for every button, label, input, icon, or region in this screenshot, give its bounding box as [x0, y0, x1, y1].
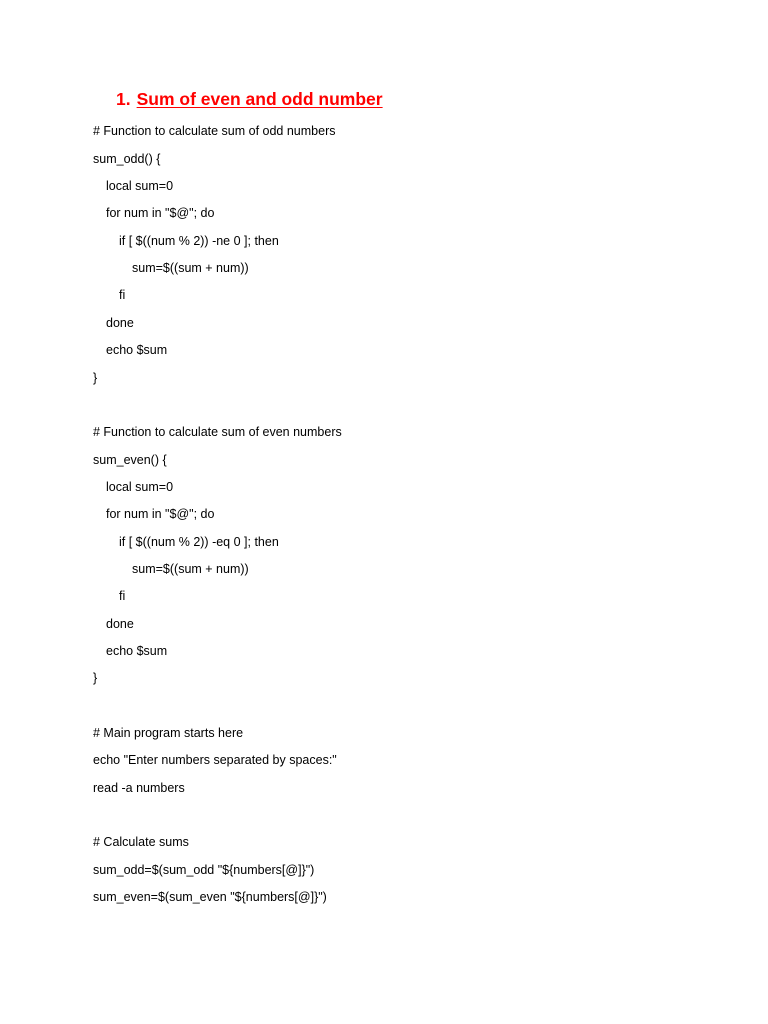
code-line: sum_odd=$(sum_odd "${numbers[@]}")	[93, 863, 315, 877]
code-line: }	[93, 671, 98, 685]
code-comment-odd: # Function to calculate sum of odd numbers	[93, 124, 336, 138]
code-line: }	[93, 371, 98, 385]
code-line: echo "Enter numbers separated by spaces:"	[93, 753, 337, 767]
code-line: local sum=0	[106, 480, 174, 494]
heading-number: 1.	[116, 89, 131, 109]
code-line: echo $sum	[106, 343, 168, 357]
code-line: if [ $((num % 2)) -ne 0 ]; then	[119, 234, 279, 248]
code-line: sum_even() {	[93, 453, 167, 467]
section-heading	[116, 87, 383, 111]
code-line: fi	[119, 589, 126, 603]
code-line: done	[106, 617, 134, 631]
code-line: for num in "$@"; do	[106, 206, 215, 220]
code-line: sum=$((sum + num))	[132, 562, 249, 576]
code-line: if [ $((num % 2)) -eq 0 ]; then	[119, 535, 279, 549]
code-line: echo $sum	[106, 644, 168, 658]
code-line: sum=$((sum + num))	[132, 261, 249, 275]
code-comment-calc: # Calculate sums	[93, 835, 189, 849]
code-line: local sum=0	[106, 179, 174, 193]
code-line: read -a numbers	[93, 781, 185, 795]
code-line: fi	[119, 288, 126, 302]
code-line: sum_odd() {	[93, 152, 161, 166]
code-line: done	[106, 316, 134, 330]
code-line: sum_even=$(sum_even "${numbers[@]}")	[93, 890, 327, 904]
code-comment-even: # Function to calculate sum of even numbers	[93, 425, 342, 439]
code-comment-main: # Main program starts here	[93, 726, 244, 740]
heading-title: Sum of even and odd number	[136, 89, 383, 109]
code-line: for num in "$@"; do	[106, 507, 215, 521]
